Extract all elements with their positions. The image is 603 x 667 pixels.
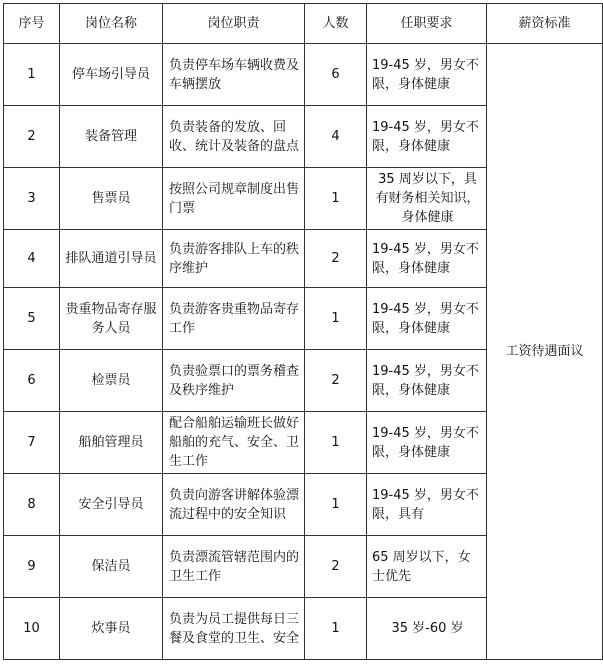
- row-index: 3: [4, 168, 60, 230]
- row-duty: 负责游客贵重物品寄存工作: [163, 288, 305, 350]
- row-job-name: 排队通道引导员: [60, 230, 163, 288]
- row-index: 2: [4, 106, 60, 168]
- row-requirements: 19-45 岁，男女不限，具有: [367, 474, 487, 536]
- row-requirements: 19-45 岁，男女不限，身体健康: [367, 412, 487, 474]
- row-index: 1: [4, 44, 60, 106]
- job-table-container: [3, 3, 603, 660]
- job-table: [3, 3, 603, 660]
- header-count: 人数: [305, 4, 367, 44]
- row-index: 5: [4, 288, 60, 350]
- row-index: 10: [4, 598, 60, 660]
- row-requirements: 19-45 岁，男女不限，身体健康: [367, 288, 487, 350]
- row-count: 1: [305, 168, 367, 230]
- header-duty: 岗位职责: [163, 4, 305, 44]
- table-row: [4, 44, 603, 106]
- header-job-name: 岗位名称: [60, 4, 163, 44]
- row-job-name: 停车场引导员: [60, 44, 163, 106]
- row-job-name: 贵重物品寄存服务人员: [60, 288, 163, 350]
- row-count: 2: [305, 230, 367, 288]
- row-requirements: 19-45 岁，男女不限，身体健康: [367, 230, 487, 288]
- row-duty: 负责游客排队上车的秩序维护: [163, 230, 305, 288]
- row-count: 6: [305, 44, 367, 106]
- row-job-name: 船舶管理员: [60, 412, 163, 474]
- row-index: 9: [4, 536, 60, 598]
- row-job-name: 检票员: [60, 350, 163, 412]
- row-job-name: 售票员: [60, 168, 163, 230]
- row-duty: 负责向游客讲解体验漂流过程中的安全知识: [163, 474, 305, 536]
- row-count: 1: [305, 474, 367, 536]
- row-index: 4: [4, 230, 60, 288]
- row-count: 2: [305, 350, 367, 412]
- row-job-name: 炊事员: [60, 598, 163, 660]
- row-requirements: 19-45 岁，男女不限，身体健康: [367, 106, 487, 168]
- row-requirements: 35 岁-60 岁: [367, 598, 487, 660]
- row-count: 1: [305, 288, 367, 350]
- row-count: 1: [305, 598, 367, 660]
- row-requirements: 19-45 岁，男女不限，身体健康: [367, 44, 487, 106]
- row-count: 4: [305, 106, 367, 168]
- row-job-name: 装备管理: [60, 106, 163, 168]
- row-index: 7: [4, 412, 60, 474]
- row-requirements: 35 周岁以下，具有财务相关知识，身体健康: [367, 168, 487, 230]
- row-duty: 按照公司规章制度出售门票: [163, 168, 305, 230]
- table-header-row: [4, 4, 603, 44]
- row-duty: 负责漂流管辖范围内的卫生工作: [163, 536, 305, 598]
- header-index: 序号: [4, 4, 60, 44]
- row-duty: 配合船舶运输班长做好船舶的充气、安全、卫生工作: [163, 412, 305, 474]
- row-duty: 负责装备的发放、回收、统计及装备的盘点: [163, 106, 305, 168]
- row-job-name: 保洁员: [60, 536, 163, 598]
- header-requirements: 任职要求: [367, 4, 487, 44]
- row-index: 6: [4, 350, 60, 412]
- row-index: 8: [4, 474, 60, 536]
- row-requirements: 65 周岁以下，女士优先: [367, 536, 487, 598]
- row-job-name: 安全引导员: [60, 474, 163, 536]
- row-duty: 负责验票口的票务稽查及秩序维护: [163, 350, 305, 412]
- header-salary: 薪资标准: [487, 4, 603, 44]
- row-duty: 负责停车场车辆收费及车辆摆放: [163, 44, 305, 106]
- row-requirements: 19-45 岁，男女不限，身体健康: [367, 350, 487, 412]
- salary-cell: 工资待遇面议: [487, 44, 603, 660]
- row-count: 1: [305, 412, 367, 474]
- row-count: 2: [305, 536, 367, 598]
- row-duty: 负责为员工提供每日三餐及食堂的卫生、安全: [163, 598, 305, 660]
